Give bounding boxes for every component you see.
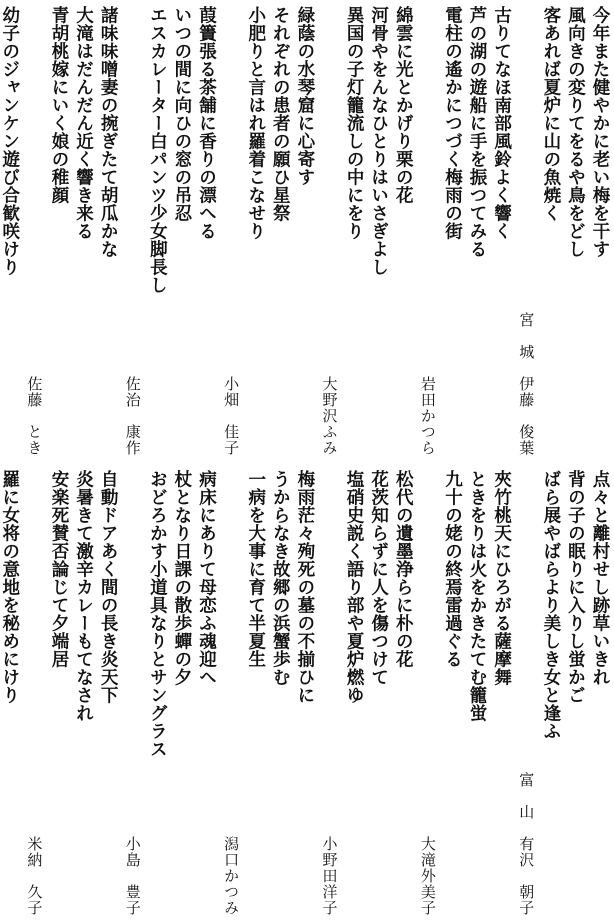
- verse-column: [393, 470, 418, 916]
- author-name: 宮 城 伊藤 俊葉: [517, 312, 536, 456]
- verse-column: [245, 6, 270, 456]
- haiku-verse: 河骨やをんなひとりはいさぎよし: [368, 6, 389, 276]
- verse-column: [565, 6, 590, 456]
- verse-column: [491, 6, 516, 456]
- haiku-verse: ばら展やばらより美しき女と逢ふ: [540, 470, 561, 740]
- verse-column: [491, 470, 516, 916]
- author-name: 大野沢ふみ: [320, 376, 339, 456]
- verse-column: [270, 470, 295, 916]
- author-column: [516, 6, 541, 456]
- author-column: [24, 6, 49, 456]
- author-name: 佐藤 とき: [25, 376, 44, 456]
- author-column: [417, 6, 442, 456]
- verse-column: [0, 6, 24, 456]
- author-name: 富 山 有沢 朝子: [517, 772, 536, 916]
- author-column: [221, 470, 246, 916]
- haiku-verse: 夾竹桃天にひろがる薩摩舞: [491, 470, 512, 686]
- haiku-verse: 一病を大事に育て半夏生: [245, 470, 266, 668]
- haiku-block-bottom: [0, 470, 614, 916]
- haiku-verse: 幼子のジャンケン遊び合歓咲けり: [0, 6, 20, 276]
- verse-column: [368, 470, 393, 916]
- haiku-verse: 古りてなほ南部風鈴よく響く: [491, 6, 512, 240]
- haiku-verse: 安楽死賛否論じて夕端居: [48, 470, 69, 668]
- author-column: [319, 470, 344, 916]
- verse-column: [73, 470, 98, 916]
- haiku-verse: 異国の子灯籠流しの中にをり: [344, 6, 365, 240]
- haiku-verse: 松代の遺墨浄らに朴の花: [393, 470, 414, 668]
- haiku-verse: ときをりは火をかきたてむ籠蛍: [467, 470, 488, 722]
- verse-column: [0, 470, 24, 916]
- verse-column: [294, 6, 319, 456]
- haiku-verse: 葭簀張る茶舗に香りの漂へる: [196, 6, 217, 240]
- verse-column: [73, 6, 98, 456]
- haiku-verse: 羅に女将の意地を秘めにけり: [0, 470, 20, 704]
- author-column: [319, 6, 344, 456]
- haiku-verse: 青胡桃嫁にいく娘の稚顔: [48, 6, 69, 204]
- verse-column: [343, 470, 368, 916]
- haiku-verse: 梅雨茫々殉死の墓の不揃ひに: [294, 470, 315, 704]
- verse-column: [98, 470, 123, 916]
- verse-column: [147, 470, 172, 916]
- verse-column: [245, 470, 270, 916]
- verse-column: [466, 6, 491, 456]
- verse-column: [589, 470, 614, 916]
- haiku-verse: いつの間に向ひの窓の吊忍: [171, 6, 192, 222]
- verse-column: [171, 6, 196, 456]
- author-column: [122, 6, 147, 456]
- haiku-verse: エスカレーター白パンツ少女脚長し: [147, 6, 168, 294]
- author-column: [122, 470, 147, 916]
- haiku-verse: 花茨知らずに人を傷つけて: [368, 470, 389, 686]
- author-name: 米納 久子: [25, 836, 44, 916]
- haiku-verse: 電柱の遙かにつづく梅雨の街: [442, 6, 463, 240]
- author-name: 小島 豊子: [123, 836, 142, 916]
- author-name: 佐治 康作: [123, 376, 142, 456]
- haiku-verse: 綿雲に光とかげり栗の花: [393, 6, 414, 204]
- author-column: [221, 6, 246, 456]
- haiku-verse: 点々と離村せし跡草いきれ: [590, 470, 610, 686]
- haiku-verse: 客あれば夏炉に山の魚焼く: [540, 6, 561, 222]
- verse-column: [393, 6, 418, 456]
- haiku-block-top: [0, 6, 614, 456]
- author-name: 岩田かつら: [418, 376, 437, 456]
- verse-column: [294, 470, 319, 916]
- author-column: [24, 470, 49, 916]
- haiku-verse: 炎暑きて激辛カレーもてなされ: [73, 470, 94, 722]
- verse-column: [147, 6, 172, 456]
- verse-column: [48, 6, 73, 456]
- haiku-verse: 小肥りと言はれ羅着こなせり: [245, 6, 266, 240]
- haiku-verse: おどろかす小道具なりとサングラス: [147, 470, 168, 758]
- verse-column: [48, 470, 73, 916]
- haiku-verse: 九十の姥の終焉雷過ぐる: [442, 470, 463, 668]
- verse-column: [589, 6, 614, 456]
- verse-column: [368, 6, 393, 456]
- verse-column: [540, 6, 565, 456]
- haiku-verse: うからなき故郷の浜蟹歩む: [270, 470, 291, 686]
- haiku-verse: 諸味味噌妻の捥ぎたて胡瓜かな: [98, 6, 119, 258]
- verse-column: [442, 470, 467, 916]
- haiku-verse: 背の子の眠りに入りし蛍かご: [565, 470, 586, 704]
- haiku-verse: 緑蔭の水琴窟に心寄す: [294, 6, 315, 186]
- verse-column: [196, 470, 221, 916]
- verse-column: [196, 6, 221, 456]
- verse-column: [540, 470, 565, 916]
- haiku-verse: 塩硝史説く語り部や夏炉燃ゆ: [344, 470, 365, 704]
- author-column: [516, 470, 541, 916]
- verse-column: [171, 470, 196, 916]
- verse-column: [442, 6, 467, 456]
- haiku-verse: 芦の湖の遊船に手を振つてみる: [467, 6, 488, 258]
- verse-column: [343, 6, 368, 456]
- verse-column: [98, 6, 123, 456]
- verse-column: [466, 470, 491, 916]
- haiku-verse: 風向きの変りてをるや鳥をどし: [565, 6, 586, 258]
- haiku-verse: 自動ドアあく間の長き炎天下: [98, 470, 119, 704]
- haiku-verse: それぞれの患者の願ひ星祭: [270, 6, 291, 222]
- haiku-verse: 杖となり日課の散歩蟬の夕: [171, 470, 192, 686]
- author-name: 小野田洋子: [320, 836, 339, 916]
- author-name: 大滝外美子: [418, 836, 437, 916]
- author-name: 潟口かつみ: [222, 836, 241, 916]
- author-name: 小畑 佳子: [222, 376, 241, 456]
- haiku-verse: 大滝はだんだん近く響き来る: [73, 6, 94, 240]
- haiku-verse: 今年また健やかに老い梅を干す: [590, 6, 610, 258]
- author-column: [417, 470, 442, 916]
- verse-column: [270, 6, 295, 456]
- verse-column: [565, 470, 590, 916]
- haiku-verse: 病床にありて母恋ふ魂迎へ: [196, 470, 217, 686]
